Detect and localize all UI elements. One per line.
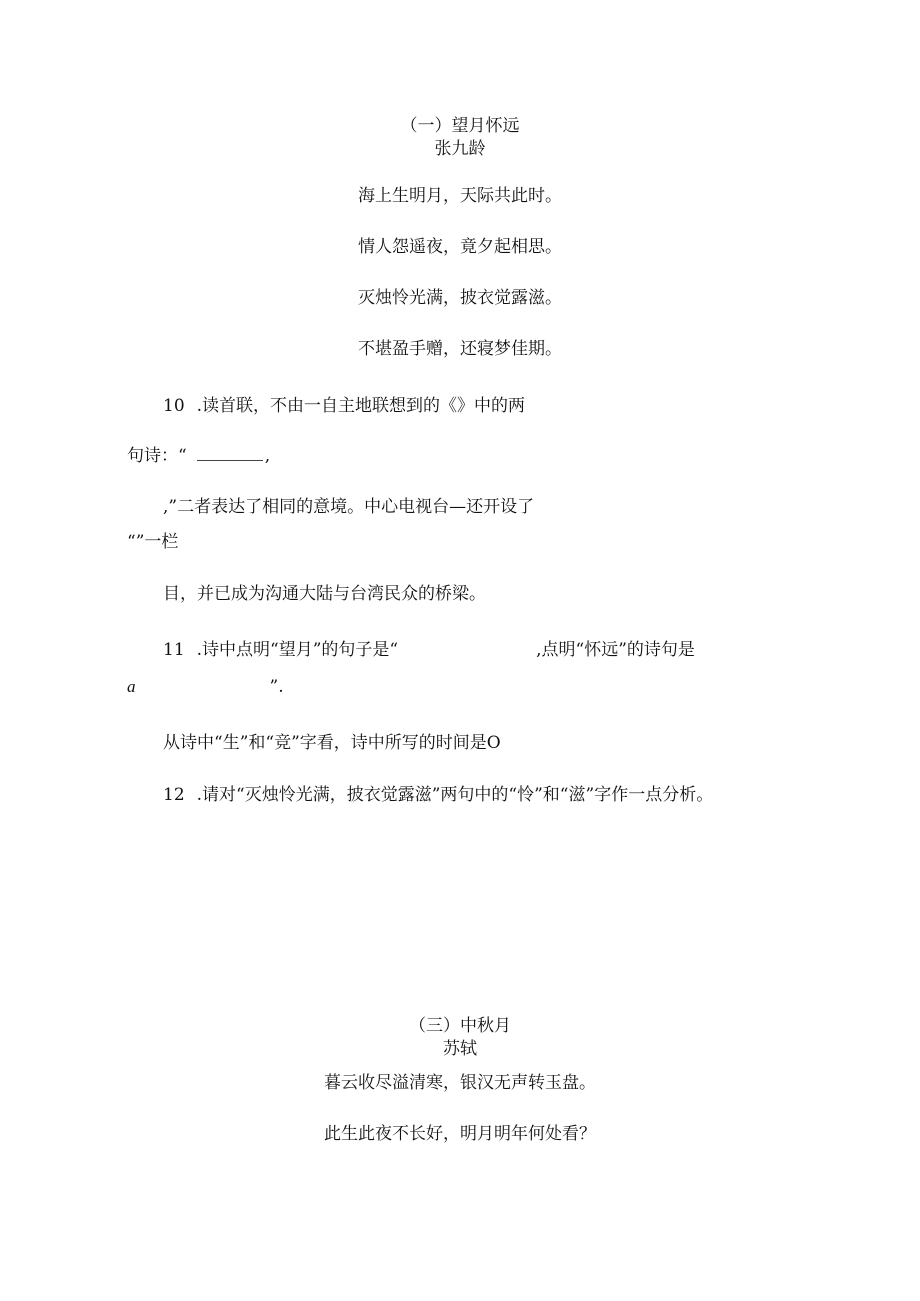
poem1-line-1: 海上生明月，天际共此时。 xyxy=(358,186,562,206)
poem3-line-2: 此生此夜不长好，明月明年何处看？ xyxy=(324,1124,596,1144)
question-10-line-5: 目，并已成为沟通大陆与台湾民众的桥梁。 xyxy=(163,584,486,604)
poem1-line-4: 不堪盈手赠，还寝梦佳期。 xyxy=(358,339,562,359)
question-12 xyxy=(163,787,713,804)
question-11-line-2a: a xyxy=(127,677,136,696)
poem3-title: （三）中秋月 xyxy=(409,1016,511,1036)
question-10 xyxy=(163,398,525,415)
question-10-line-2-suffix: , xyxy=(264,446,271,466)
answer-blank-10a[interactable] xyxy=(197,448,263,461)
question-11-line-1a: .诗中点明“望月”的句子是“ xyxy=(196,640,399,660)
poem1-line-2: 情人怨遥夜，竟夕起相思。 xyxy=(358,237,562,257)
question-11-number: 11 xyxy=(163,640,185,660)
question-10-line-1: .读首联，不由一自主地联想到的《》中的两 xyxy=(196,396,526,416)
question-11 xyxy=(163,642,695,659)
poem1-author: 张九龄 xyxy=(434,139,486,159)
question-10-line-3: ,”二者表达了相同的意境。中心电视台—还开设了 xyxy=(163,497,535,517)
question-12-number: 12 xyxy=(163,785,185,805)
poem1-line-3: 灭烛怜光满，披衣觉露滋。 xyxy=(358,288,562,308)
poem3-line-1: 暮云收尽溢清寒，银汉无声转玉盘。 xyxy=(324,1073,596,1093)
question-10-line-2 xyxy=(127,448,270,465)
question-11-line-2 xyxy=(127,678,284,696)
question-10-line-4: “”一栏 xyxy=(127,532,179,552)
question-10-number: 10 xyxy=(163,396,185,416)
poem1-title: （一）望月怀远 xyxy=(400,116,520,136)
question-12-text: .请对“灭烛怜光满，披衣觉露滋”两句中的“怜”和“滋”字作一点分析。 xyxy=(196,785,714,805)
poem3-author: 苏轼 xyxy=(443,1039,477,1059)
question-11-line-3: 从诗中“生”和“竞”字看，诗中所写的时间是O xyxy=(163,733,501,753)
question-10-line-2-prefix: 句诗：“ xyxy=(127,446,187,466)
question-11-line-2b: ”. xyxy=(269,677,284,697)
question-11-line-1b: ,点明“怀远”的诗句是 xyxy=(536,640,695,660)
